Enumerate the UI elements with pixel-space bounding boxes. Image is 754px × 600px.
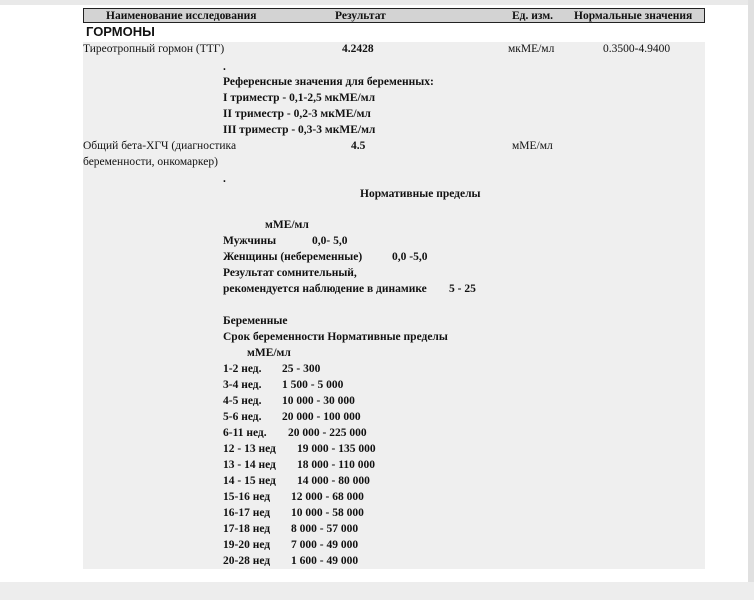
tsh-range: 0.3500-4.9400	[603, 43, 671, 55]
header-normal: Нормальные значения	[574, 10, 693, 22]
hcg-norm-title: Нормативные пределы	[360, 188, 481, 200]
week-range: 7 000 - 49 000	[291, 539, 359, 551]
viewer-top-edge	[0, 0, 754, 5]
results-background	[83, 42, 705, 569]
week-term: 15-16 нед	[223, 491, 271, 503]
hcg-unit-label: мМЕ/мл	[265, 219, 309, 231]
tsh-result: 4.2428	[342, 43, 374, 55]
hcg-term-header: Срок беременности Нормативные пределы	[223, 331, 448, 343]
week-range: 25 - 300	[282, 363, 321, 375]
week-range: 20 000 - 225 000	[288, 427, 367, 439]
tsh-name: Тиреотропный гормон (ТТГ)	[83, 43, 225, 55]
tsh-unit: мкМЕ/мл	[508, 43, 555, 55]
hcg-women-value: 0,0 -5,0	[392, 251, 428, 263]
week-range: 1 600 - 49 000	[291, 555, 359, 567]
hcg-doubtful-line: рекомендуется наблюдение в динамике	[223, 283, 427, 295]
tsh-ref-line: II триместр - 0,2-3 мкМЕ/мл	[223, 108, 371, 120]
week-term: 16-17 нед	[223, 507, 271, 519]
hcg-doubtful-line: Результат сомнительный,	[223, 267, 357, 279]
week-term: 13 - 14 нед	[223, 459, 276, 471]
week-range: 18 000 - 110 000	[297, 459, 375, 471]
hcg-men-value: 0,0- 5,0	[312, 235, 348, 247]
hcg-name-cont: беременности, онкомаркер)	[83, 156, 218, 168]
week-range: 1 500 - 5 000	[282, 379, 344, 391]
viewer-right-edge	[748, 0, 754, 600]
week-term: 4-5 нед.	[223, 395, 262, 407]
hcg-unit: мМЕ/мл	[512, 140, 553, 152]
tsh-dot: .	[223, 61, 226, 73]
tsh-ref-title: Референсные значения для беременных:	[223, 76, 434, 88]
viewer-bottom-edge	[0, 582, 754, 600]
hcg-result: 4.5	[351, 140, 366, 152]
week-range: 8 000 - 57 000	[291, 523, 359, 535]
week-range: 19 000 - 135 000	[297, 443, 376, 455]
week-term: 19-20 нед	[223, 539, 271, 551]
hcg-doubtful-range: 5 - 25	[449, 283, 476, 295]
tsh-ref-line: III триместр - 0,3-3 мкМЕ/мл	[223, 124, 376, 136]
week-range: 20 000 - 100 000	[282, 411, 361, 423]
week-term: 12 - 13 нед	[223, 443, 276, 455]
header-unit: Ед. изм.	[512, 10, 554, 22]
week-term: 5-6 нед.	[223, 411, 262, 423]
tsh-ref-line: I триместр - 0,1-2,5 мкМЕ/мл	[223, 92, 376, 104]
table-header	[83, 8, 705, 23]
hcg-name: Общий бета-ХГЧ (диагностика	[83, 140, 237, 152]
week-term: 20-28 нед	[223, 555, 271, 567]
hcg-men-label: Мужчины	[223, 235, 277, 247]
week-term: 3-4 нед.	[223, 379, 262, 391]
hcg-dot: .	[223, 173, 226, 185]
hcg-term-unit: мМЕ/мл	[247, 347, 291, 359]
week-term: 1-2 нед.	[223, 363, 262, 375]
week-term: 14 - 15 нед	[223, 475, 276, 487]
week-range: 12 000 - 68 000	[291, 491, 364, 503]
hcg-women-label: Женщины (небеременные)	[223, 251, 363, 263]
hcg-pregnant-title: Беременные	[223, 315, 288, 327]
week-range: 10 000 - 58 000	[291, 507, 364, 519]
week-term: 6-11 нед.	[223, 427, 267, 439]
week-term: 17-18 нед	[223, 523, 271, 535]
week-range: 10 000 - 30 000	[282, 395, 355, 407]
week-range: 14 000 - 80 000	[297, 475, 370, 487]
header-result: Результат	[335, 10, 386, 22]
section-title: ГОРМОНЫ	[86, 24, 155, 39]
header-name: Наименование исследования	[106, 10, 257, 22]
